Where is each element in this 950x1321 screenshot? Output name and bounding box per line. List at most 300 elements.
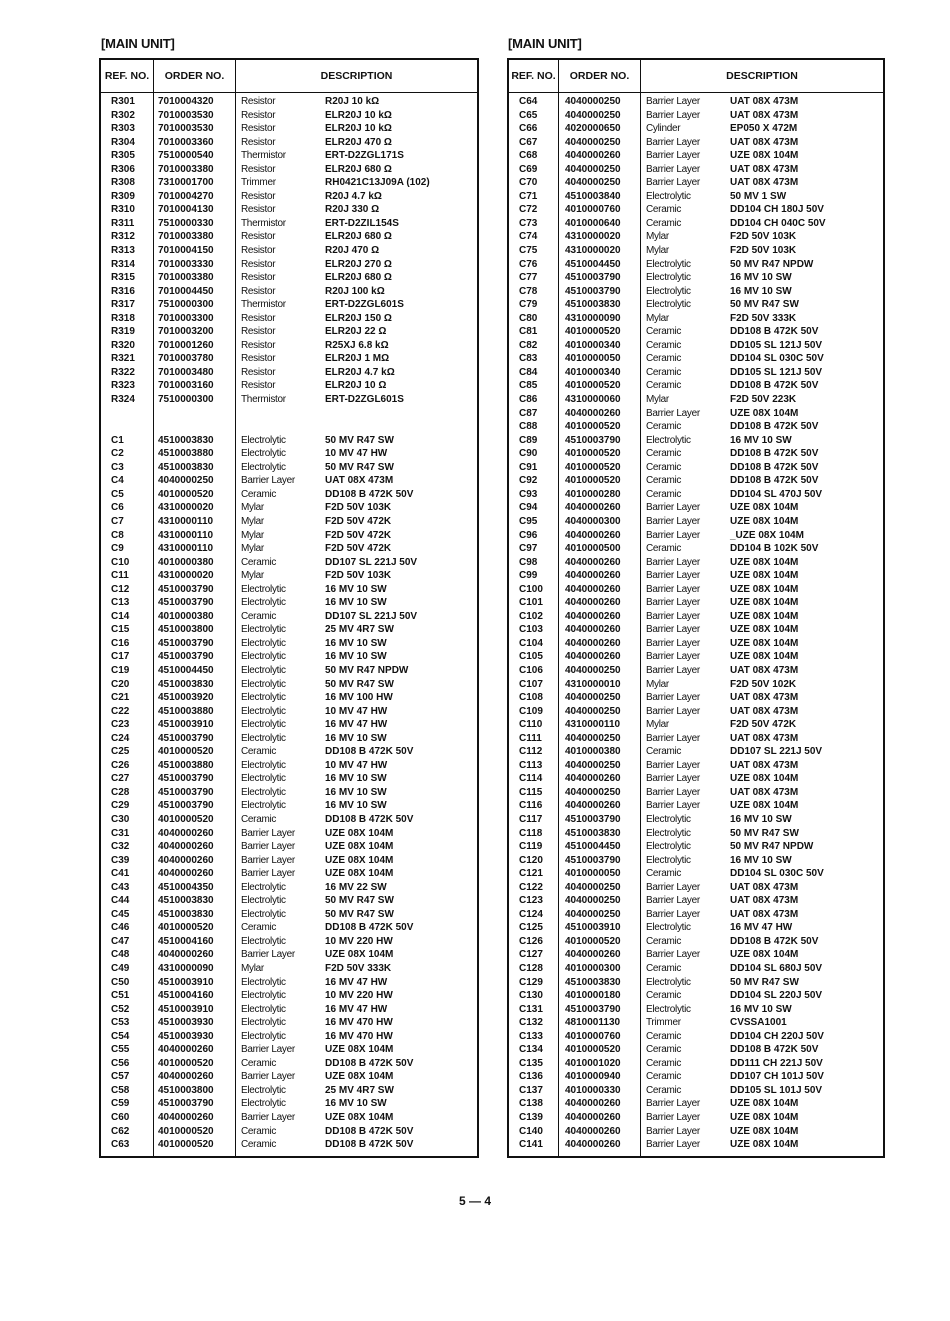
order-no-cell: 4040000250 <box>565 96 621 107</box>
order-no-cell: 4010000380 <box>158 610 214 622</box>
ref-no-cell: C86 <box>519 394 538 406</box>
ref-no-cell: C69 <box>519 163 538 175</box>
part-type-cell: Barrier Layer <box>241 1112 295 1124</box>
ref-no-cell: C110 <box>519 719 543 731</box>
order-no-cell: 7010003200 <box>158 326 214 338</box>
order-no-cell: 7010003530 <box>158 109 214 121</box>
ref-no-cell: C39 <box>111 854 130 866</box>
part-type-cell: Barrier Layer <box>646 136 700 148</box>
part-spec-cell: UZE 08X 104M <box>325 1044 394 1056</box>
table-row <box>509 935 883 949</box>
ref-no-cell: R306 <box>111 163 135 175</box>
part-type-cell: Ceramic <box>241 922 277 934</box>
part-type-cell: Barrier Layer <box>646 1125 700 1137</box>
ref-no-cell: C133 <box>519 1030 543 1042</box>
part-type-cell: Electrolytic <box>241 1084 286 1096</box>
part-type-cell: Barrier Layer <box>646 759 700 771</box>
ref-no-cell: C126 <box>519 935 543 947</box>
order-no-cell: 4510003800 <box>158 1084 214 1096</box>
table-row <box>101 461 477 475</box>
part-type-cell: Electrolytic <box>646 272 691 284</box>
part-type-cell: Resistor <box>241 109 276 121</box>
table-row <box>101 840 477 854</box>
ref-no-cell: C73 <box>519 217 538 229</box>
table-row <box>101 556 477 570</box>
order-no-cell: 4510003910 <box>565 922 621 934</box>
order-no-cell: 4010000300 <box>565 963 621 974</box>
part-type-cell: Barrier Layer <box>646 800 700 812</box>
part-spec-cell: 16 MV 10 SW <box>730 1003 792 1015</box>
table-row <box>101 163 477 177</box>
part-spec-cell: UZE 08X 104M <box>730 583 799 595</box>
table-row <box>101 908 477 922</box>
part-spec-cell: R20J 100 kΩ <box>325 285 385 297</box>
part-spec-cell: DD105 SL 101J 50V <box>730 1084 823 1096</box>
ref-no-cell: C92 <box>519 475 538 487</box>
order-no-cell: 4010000520 <box>158 746 214 758</box>
part-type-cell: Electrolytic <box>241 773 286 785</box>
table-row <box>101 962 477 976</box>
ref-no-cell: C75 <box>519 245 538 257</box>
table-row <box>509 881 883 895</box>
part-type-cell: Resistor <box>241 312 276 324</box>
ref-no-cell: C1 <box>111 434 124 446</box>
ref-no-cell: C90 <box>519 448 538 460</box>
part-spec-cell: ELR20J 680 Ω <box>325 163 392 175</box>
order-no-cell: 4010000520 <box>565 461 621 473</box>
ref-no-cell: C10 <box>111 556 130 568</box>
ref-no-cell: C52 <box>111 1003 130 1015</box>
part-spec-cell: UZE 08X 104M <box>325 841 394 853</box>
ref-no-cell: C106 <box>519 664 543 676</box>
order-no-cell: 4510003790 <box>158 597 214 609</box>
ref-no-cell: C74 <box>519 231 538 243</box>
ref-no-cell: C23 <box>111 719 130 731</box>
table-row <box>509 285 883 299</box>
part-type-cell: Barrier Layer <box>241 827 295 839</box>
table-row <box>509 583 883 597</box>
ref-no-cell: C67 <box>519 136 538 148</box>
table-row <box>101 190 477 204</box>
order-no-cell: 7010003330 <box>158 258 214 270</box>
part-spec-cell: UZE 08X 104M <box>325 949 394 961</box>
table-row <box>509 813 883 827</box>
ref-no-cell: C137 <box>519 1084 543 1096</box>
part-type-cell: Barrier Layer <box>241 1071 295 1083</box>
part-type-cell: Barrier Layer <box>241 949 295 961</box>
part-type-cell: Ceramic <box>646 421 682 433</box>
part-spec-cell: 16 MV 10 SW <box>730 272 792 284</box>
table-row <box>509 650 883 664</box>
table-row <box>509 894 883 908</box>
table-row <box>101 610 477 624</box>
ref-no-cell: C68 <box>519 150 538 162</box>
table-row <box>509 827 883 841</box>
ref-no-cell: C95 <box>519 515 538 527</box>
order-no-cell: 4310000020 <box>158 502 214 514</box>
part-spec-cell: UZE 08X 104M <box>730 515 799 527</box>
table-row <box>509 759 883 773</box>
part-type-cell: Ceramic <box>646 326 682 338</box>
table-row <box>509 393 883 407</box>
part-type-cell: Resistor <box>241 245 276 257</box>
part-type-cell: Barrier Layer <box>646 786 700 798</box>
order-no-cell: 4510003840 <box>565 190 621 202</box>
table-row <box>509 1138 883 1152</box>
order-no-cell: 4510003930 <box>158 1030 214 1042</box>
table-row <box>101 1097 477 1111</box>
table-row <box>101 352 477 366</box>
order-no-cell: 4310000090 <box>565 312 621 324</box>
part-spec-cell: F2D 50V 472K <box>325 543 392 555</box>
part-spec-cell: UAT 08X 473M <box>730 786 799 798</box>
order-no-cell: 7510000300 <box>158 299 214 311</box>
part-spec-cell: 16 MV 10 SW <box>325 773 387 785</box>
table-row <box>101 705 477 719</box>
part-spec-cell: 50 MV R47 SW <box>325 908 394 920</box>
part-spec-cell: 16 MV 10 SW <box>730 854 792 866</box>
order-no-cell: 4010000180 <box>565 990 621 1002</box>
part-spec-cell: 10 MV 220 HW <box>325 990 393 1002</box>
order-no-cell: 4040000300 <box>565 515 621 527</box>
order-no-cell: 4510003790 <box>158 583 214 595</box>
part-type-cell: Electrolytic <box>241 800 286 812</box>
part-type-cell: Ceramic <box>241 610 277 622</box>
part-spec-cell: DD104 CH 040C 50V <box>730 217 826 229</box>
table-row <box>101 379 477 393</box>
table-row <box>101 149 477 163</box>
ref-no-cell: R304 <box>111 136 135 148</box>
part-type-cell: Electrolytic <box>646 299 691 311</box>
part-spec-cell: 16 MV 10 SW <box>325 732 387 744</box>
part-spec-cell: ELR20J 4.7 kΩ <box>325 366 395 378</box>
part-type-cell: Barrier Layer <box>646 150 700 162</box>
part-type-cell: Electrolytic <box>241 759 286 771</box>
order-no-cell: 4010000520 <box>158 1057 214 1069</box>
ref-no-cell: R321 <box>111 353 135 365</box>
ref-no-cell: C48 <box>111 949 130 961</box>
part-type-cell: Barrier Layer <box>241 1044 295 1056</box>
part-type-cell: Barrier Layer <box>646 407 700 419</box>
ref-no-cell: C31 <box>111 827 130 839</box>
table-row <box>101 759 477 773</box>
part-spec-cell: UAT 08X 473M <box>730 163 799 175</box>
part-type-cell: Electrolytic <box>646 1003 691 1015</box>
ref-no-cell: C54 <box>111 1030 130 1042</box>
order-no-cell: 4040000260 <box>158 949 214 961</box>
part-spec-cell: UZE 08X 104M <box>730 949 799 961</box>
part-type-cell: Electrolytic <box>241 908 286 920</box>
ref-no-cell: C17 <box>111 651 130 663</box>
ref-no-cell: C76 <box>519 258 538 270</box>
part-type-cell: Ceramic <box>646 488 682 500</box>
order-no-cell: 4510003830 <box>158 678 214 690</box>
order-no-cell: 4510003830 <box>158 434 214 446</box>
part-spec-cell: 16 MV 22 SW <box>325 881 387 893</box>
ref-no-cell: C98 <box>519 556 538 568</box>
part-type-cell: Barrier Layer <box>646 515 700 527</box>
table-row <box>101 122 477 136</box>
part-type-cell: Mylar <box>241 963 264 974</box>
part-spec-cell: DD108 B 472K 50V <box>325 813 414 825</box>
part-spec-cell: UAT 08X 473M <box>730 692 799 704</box>
table-row <box>101 569 477 583</box>
order-no-cell: 4040000250 <box>565 705 621 717</box>
part-spec-cell: ERT-D2ZGL601S <box>325 394 404 406</box>
part-spec-cell: F2D 50V 472K <box>325 515 392 527</box>
part-spec-cell: 16 MV 47 HW <box>325 719 388 731</box>
order-no-cell: 4510003910 <box>158 976 214 988</box>
table-row <box>509 799 883 813</box>
part-type-cell: Mylar <box>646 231 669 243</box>
part-type-cell: Ceramic <box>646 1057 682 1069</box>
table-row <box>101 176 477 190</box>
part-spec-cell: DD108 B 472K 50V <box>730 380 819 392</box>
part-spec-cell: 16 MV 10 SW <box>325 1098 387 1110</box>
table-row <box>509 474 883 488</box>
ref-no-cell: R302 <box>111 109 135 121</box>
part-spec-cell: DD104 CH 180J 50V <box>730 204 824 216</box>
part-type-cell: Thermistor <box>241 150 286 162</box>
part-spec-cell: ELR20J 10 Ω <box>325 380 387 392</box>
order-no-cell: 4010000340 <box>565 339 621 351</box>
table-row <box>509 217 883 231</box>
table-row <box>509 529 883 543</box>
part-spec-cell: UZE 08X 104M <box>730 407 799 419</box>
part-spec-cell: DD108 B 472K 50V <box>730 461 819 473</box>
part-spec-cell: UZE 08X 104M <box>730 1098 799 1110</box>
order-no-cell: 7010001260 <box>158 339 214 351</box>
part-type-cell: Ceramic <box>646 1044 682 1056</box>
part-spec-cell: RH0421C13J09A (102) <box>325 177 430 189</box>
table-row <box>101 596 477 610</box>
part-spec-cell: 25 MV 4R7 SW <box>325 624 394 636</box>
part-type-cell: Mylar <box>646 719 669 731</box>
part-spec-cell: DD104 SL 030C 50V <box>730 353 824 365</box>
ref-no-cell: C103 <box>519 624 543 636</box>
table-row <box>101 1003 477 1017</box>
part-type-cell: Barrier Layer <box>646 1112 700 1124</box>
table-row <box>509 312 883 326</box>
part-type-cell: Resistor <box>241 163 276 175</box>
part-type-cell: Resistor <box>241 272 276 284</box>
part-spec-cell: F2D 50V 103K <box>730 231 797 243</box>
ref-no-cell: C21 <box>111 692 130 704</box>
table-row <box>509 772 883 786</box>
part-type-cell: Ceramic <box>241 746 277 758</box>
ref-no-cell: C4 <box>111 475 124 487</box>
order-no-cell: 4510003790 <box>565 813 621 825</box>
part-type-cell: Ceramic <box>646 868 682 880</box>
table-row <box>101 1016 477 1030</box>
ref-no-cell: C81 <box>519 326 538 338</box>
part-spec-cell: 16 MV 10 SW <box>325 786 387 798</box>
ref-no-cell: C99 <box>519 570 538 582</box>
order-no-cell: 4010000520 <box>565 380 621 392</box>
table-row <box>101 1125 477 1139</box>
part-type-cell: Electrolytic <box>646 813 691 825</box>
part-spec-cell: UAT 08X 473M <box>730 732 799 744</box>
part-spec-cell: 16 MV 470 HW <box>325 1017 393 1029</box>
part-type-cell: Barrier Layer <box>646 177 700 189</box>
part-type-cell: Electrolytic <box>241 976 286 988</box>
table-row <box>509 705 883 719</box>
table-row <box>101 420 477 434</box>
table-row <box>509 1070 883 1084</box>
part-type-cell: Electrolytic <box>646 854 691 866</box>
part-spec-cell: UZE 08X 104M <box>730 1112 799 1124</box>
part-spec-cell: UAT 08X 473M <box>730 759 799 771</box>
ref-no-cell: C2 <box>111 448 124 460</box>
table-row <box>509 244 883 258</box>
table-row <box>101 244 477 258</box>
header-description: DESCRIPTION <box>726 69 798 82</box>
part-type-cell: Mylar <box>646 394 669 406</box>
ref-no-cell: C63 <box>111 1139 130 1151</box>
order-no-cell: 4010000500 <box>565 543 621 555</box>
ref-no-cell: C26 <box>111 759 130 771</box>
ref-no-cell: C64 <box>519 96 538 107</box>
ref-no-cell: R312 <box>111 231 135 243</box>
part-type-cell: Barrier Layer <box>646 529 700 541</box>
ref-no-cell: C53 <box>111 1017 130 1029</box>
table-row <box>101 230 477 244</box>
table-row <box>101 1084 477 1098</box>
table-row <box>509 840 883 854</box>
part-type-cell: Mylar <box>241 570 264 582</box>
order-no-cell: 4040000260 <box>565 637 621 649</box>
part-type-cell: Electrolytic <box>646 922 691 934</box>
table-row <box>509 678 883 692</box>
ref-no-cell: C70 <box>519 177 538 189</box>
part-type-cell: Electrolytic <box>241 624 286 636</box>
part-spec-cell: ELR20J 10 kΩ <box>325 109 392 121</box>
order-no-cell: 4010000520 <box>565 935 621 947</box>
part-type-cell: Resistor <box>241 380 276 392</box>
ref-no-cell: C9 <box>111 543 124 555</box>
ref-no-cell: C5 <box>111 488 124 500</box>
order-no-cell: 4010000520 <box>158 1125 214 1137</box>
part-type-cell: Barrier Layer <box>646 773 700 785</box>
ref-no-cell: C119 <box>519 841 543 853</box>
ref-no-cell: C125 <box>519 922 543 934</box>
header-ref-no: REF. NO. <box>511 69 556 82</box>
ref-no-cell: C15 <box>111 624 130 636</box>
table-row <box>101 515 477 529</box>
order-no-cell: 4510003790 <box>565 285 621 297</box>
order-no-cell: 4040000260 <box>565 949 621 961</box>
ref-no-cell: C29 <box>111 800 130 812</box>
part-spec-cell: 16 MV 10 SW <box>325 800 387 812</box>
ref-no-cell: C87 <box>519 407 538 419</box>
part-type-cell: Electrolytic <box>241 434 286 446</box>
ref-no-cell: R308 <box>111 177 135 189</box>
order-no-cell: 7010003530 <box>158 123 214 135</box>
order-no-cell: 4040000250 <box>565 895 621 907</box>
table-row <box>101 258 477 272</box>
table-row <box>509 854 883 868</box>
order-no-cell: 4040000260 <box>565 502 621 514</box>
order-no-cell: 7010003160 <box>158 380 214 392</box>
order-no-cell: 4010000760 <box>565 204 621 216</box>
part-spec-cell: DD105 SL 121J 50V <box>730 339 823 351</box>
part-type-cell: Electrolytic <box>241 637 286 649</box>
ref-no-cell: C130 <box>519 990 543 1002</box>
part-spec-cell: ELR20J 1 MΩ <box>325 353 390 365</box>
part-type-cell: Barrier Layer <box>646 502 700 514</box>
part-type-cell: Barrier Layer <box>646 732 700 744</box>
ref-no-cell: C80 <box>519 312 538 324</box>
order-no-cell: 7010003480 <box>158 366 214 378</box>
order-no-cell: 4040000250 <box>565 908 621 920</box>
part-spec-cell: UAT 08X 473M <box>730 136 799 148</box>
part-type-cell: Resistor <box>241 285 276 297</box>
part-spec-cell: 16 MV 10 SW <box>730 813 792 825</box>
part-type-cell: Barrier Layer <box>241 841 295 853</box>
table-row <box>101 637 477 651</box>
part-type-cell: Barrier Layer <box>241 868 295 880</box>
part-type-cell: Electrolytic <box>241 678 286 690</box>
table-row <box>101 217 477 231</box>
table-row <box>509 420 883 434</box>
order-no-cell: 4040000260 <box>565 556 621 568</box>
part-spec-cell: UZE 08X 104M <box>730 800 799 812</box>
ref-no-cell: C24 <box>111 732 130 744</box>
ref-no-cell: R303 <box>111 123 135 135</box>
ref-no-cell: C51 <box>111 990 130 1002</box>
table-row <box>509 434 883 448</box>
table-row <box>509 190 883 204</box>
part-type-cell: Mylar <box>241 543 264 555</box>
ref-no-cell: C116 <box>519 800 543 812</box>
ref-no-cell: C113 <box>519 759 543 771</box>
part-type-cell: Ceramic <box>646 1084 682 1096</box>
part-type-cell: Mylar <box>646 245 669 257</box>
part-type-cell: Electrolytic <box>241 732 286 744</box>
part-spec-cell: 16 MV 47 HW <box>730 922 793 934</box>
table-row <box>101 109 477 123</box>
table-row <box>101 474 477 488</box>
part-spec-cell: R20J 470 Ω <box>325 245 380 257</box>
table-row <box>509 339 883 353</box>
part-type-cell: Electrolytic <box>646 841 691 853</box>
table-row <box>101 650 477 664</box>
page-number: 5 — 4 <box>458 1194 491 1208</box>
part-spec-cell: DD104 B 102K 50V <box>730 543 819 555</box>
part-type-cell: Ceramic <box>646 380 682 392</box>
part-type-cell: Thermistor <box>241 299 286 311</box>
order-no-cell: 4040000260 <box>565 1098 621 1110</box>
order-no-cell: 4510004160 <box>158 990 214 1002</box>
part-spec-cell: UZE 08X 104M <box>730 597 799 609</box>
part-type-cell: Electrolytic <box>241 1030 286 1042</box>
part-type-cell: Resistor <box>241 123 276 135</box>
part-spec-cell: ELR20J 680 Ω <box>325 272 392 284</box>
order-no-cell: 4010000380 <box>565 746 621 758</box>
part-type-cell: Electrolytic <box>241 719 286 731</box>
part-type-cell: Barrier Layer <box>646 556 700 568</box>
ref-no-cell: R317 <box>111 299 135 311</box>
part-type-cell: Ceramic <box>646 353 682 365</box>
part-spec-cell: R20J 10 kΩ <box>325 96 380 107</box>
table-body-right <box>509 95 883 1152</box>
table-row <box>101 501 477 515</box>
part-type-cell: Resistor <box>241 258 276 270</box>
order-no-cell: 4510003790 <box>158 773 214 785</box>
ref-no-cell: C82 <box>519 339 538 351</box>
order-no-cell: 4040000260 <box>565 773 621 785</box>
part-spec-cell: ELR20J 680 Ω <box>325 231 392 243</box>
